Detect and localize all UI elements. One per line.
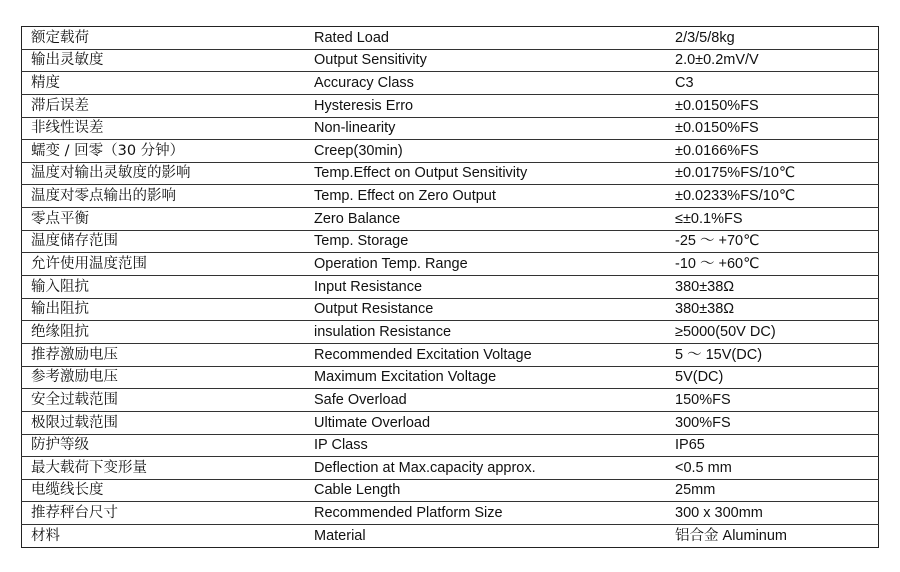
table-row — [22, 185, 879, 208]
table-row — [22, 253, 879, 276]
param-value: -10 ～ +60℃ — [660, 253, 879, 276]
param-name-cn: 蠕变 / 回零（30 分钟） — [22, 140, 301, 163]
param-name-cn: 推荐激励电压 — [22, 343, 301, 366]
param-name-en: Input Resistance — [300, 276, 660, 299]
param-name-cn: 零点平衡 — [22, 208, 301, 231]
param-value: 300%FS — [660, 411, 879, 434]
param-value: ±0.0150%FS — [660, 117, 879, 140]
param-name-en: insulation Resistance — [300, 321, 660, 344]
param-value: ±0.0175%FS/10℃ — [660, 162, 879, 185]
param-value: 2/3/5/8kg — [660, 27, 879, 50]
table-row — [22, 389, 879, 412]
param-name-en: Non-linearity — [300, 117, 660, 140]
param-name-en: Temp.Effect on Output Sensitivity — [300, 162, 660, 185]
table-row — [22, 502, 879, 525]
param-name-cn: 滞后误差 — [22, 94, 301, 117]
param-name-en: Output Resistance — [300, 298, 660, 321]
param-value: ≤±0.1%FS — [660, 208, 879, 231]
table-row — [22, 411, 879, 434]
param-name-en: Temp. Storage — [300, 230, 660, 253]
table-row — [22, 298, 879, 321]
table-row — [22, 49, 879, 72]
table-row — [22, 72, 879, 95]
table-row — [22, 525, 879, 548]
param-name-en: Accuracy Class — [300, 72, 660, 95]
table-row — [22, 343, 879, 366]
param-value: C3 — [660, 72, 879, 95]
table-row — [22, 366, 879, 389]
param-name-cn: 输出阻抗 — [22, 298, 301, 321]
param-name-cn: 精度 — [22, 72, 301, 95]
param-value: IP65 — [660, 434, 879, 457]
param-name-cn: 材料 — [31, 527, 60, 544]
param-name-cn: 非线性误差 — [22, 117, 301, 140]
param-name-en: Rated Load — [300, 27, 660, 50]
param-name-en: Maximum Excitation Voltage — [300, 366, 660, 389]
param-name-cn: 最大载荷下变形量 — [22, 457, 301, 480]
param-name-cn: 额定载荷 — [22, 27, 301, 50]
table-row — [22, 230, 879, 253]
param-name-cn: 参考激励电压 — [22, 366, 301, 389]
param-value: <0.5 mm — [660, 457, 879, 480]
param-value: 380±38Ω — [660, 276, 879, 299]
param-name-en: Safe Overload — [300, 389, 660, 412]
param-name-cn: 安全过载范围 — [22, 389, 301, 412]
param-value: 380±38Ω — [660, 298, 879, 321]
table-row — [22, 457, 879, 480]
param-value: 300 x 300mm — [660, 502, 879, 525]
param-name-en: Recommended Platform Size — [300, 502, 660, 525]
param-value: 5 ～ 15V(DC) — [660, 343, 879, 366]
table-row — [22, 276, 879, 299]
param-value: 5V(DC) — [660, 366, 879, 389]
spec-table — [21, 26, 879, 548]
table-row — [22, 479, 879, 502]
param-name-en: Deflection at Max.capacity approx. — [300, 457, 660, 480]
table-row — [22, 162, 879, 185]
param-name-en: Recommended Excitation Voltage — [300, 343, 660, 366]
param-name-en: Creep(30min) — [300, 140, 660, 163]
param-value: ±0.0150%FS — [660, 94, 879, 117]
param-name-cn: 输出灵敏度 — [22, 49, 301, 72]
param-name-en: Zero Balance — [300, 208, 660, 231]
param-value: -25 ～ +70℃ — [660, 230, 879, 253]
param-name-cn: 绝缘阻抗 — [22, 321, 301, 344]
table-row — [22, 27, 879, 50]
param-name-cn: 防护等级 — [22, 434, 301, 457]
param-name-en: Hysteresis Erro — [300, 94, 660, 117]
param-value: 2.0±0.2mV/V — [660, 49, 879, 72]
param-name-en: Temp. Effect on Zero Output — [300, 185, 660, 208]
table-row — [22, 117, 879, 140]
param-name-cn: 允许使用温度范围 — [22, 253, 301, 276]
table-row — [22, 140, 879, 163]
param-name-en: IP Class — [300, 434, 660, 457]
param-name-en: Operation Temp. Range — [300, 253, 660, 276]
table-row — [22, 208, 879, 231]
param-name-cn: 温度对零点输出的影响 — [22, 185, 301, 208]
param-name-cn: 电缆线长度 — [22, 479, 301, 502]
param-name-en: Cable Length — [300, 479, 660, 502]
param-name-en: Material — [314, 527, 366, 544]
param-name-cn: 输入阻抗 — [22, 276, 301, 299]
param-name-cn: 温度对输出灵敏度的影响 — [22, 162, 301, 185]
param-name-cn: 极限过载范围 — [22, 411, 301, 434]
param-name-cn: 推荐秤台尺寸 — [22, 502, 301, 525]
spec-table-body — [22, 27, 879, 548]
param-value: ≥5000(50V DC) — [660, 321, 879, 344]
param-name-en: Ultimate Overload — [300, 411, 660, 434]
table-row — [22, 321, 879, 344]
param-value: 铝合金 Aluminum — [675, 527, 787, 544]
param-name-cn: 温度储存范围 — [22, 230, 301, 253]
param-value: 150%FS — [660, 389, 879, 412]
table-row — [22, 94, 879, 117]
table-row — [22, 434, 879, 457]
param-value: ±0.0166%FS — [660, 140, 879, 163]
param-value: ±0.0233%FS/10℃ — [660, 185, 879, 208]
param-name-en: Output Sensitivity — [300, 49, 660, 72]
param-value: 25mm — [660, 479, 879, 502]
